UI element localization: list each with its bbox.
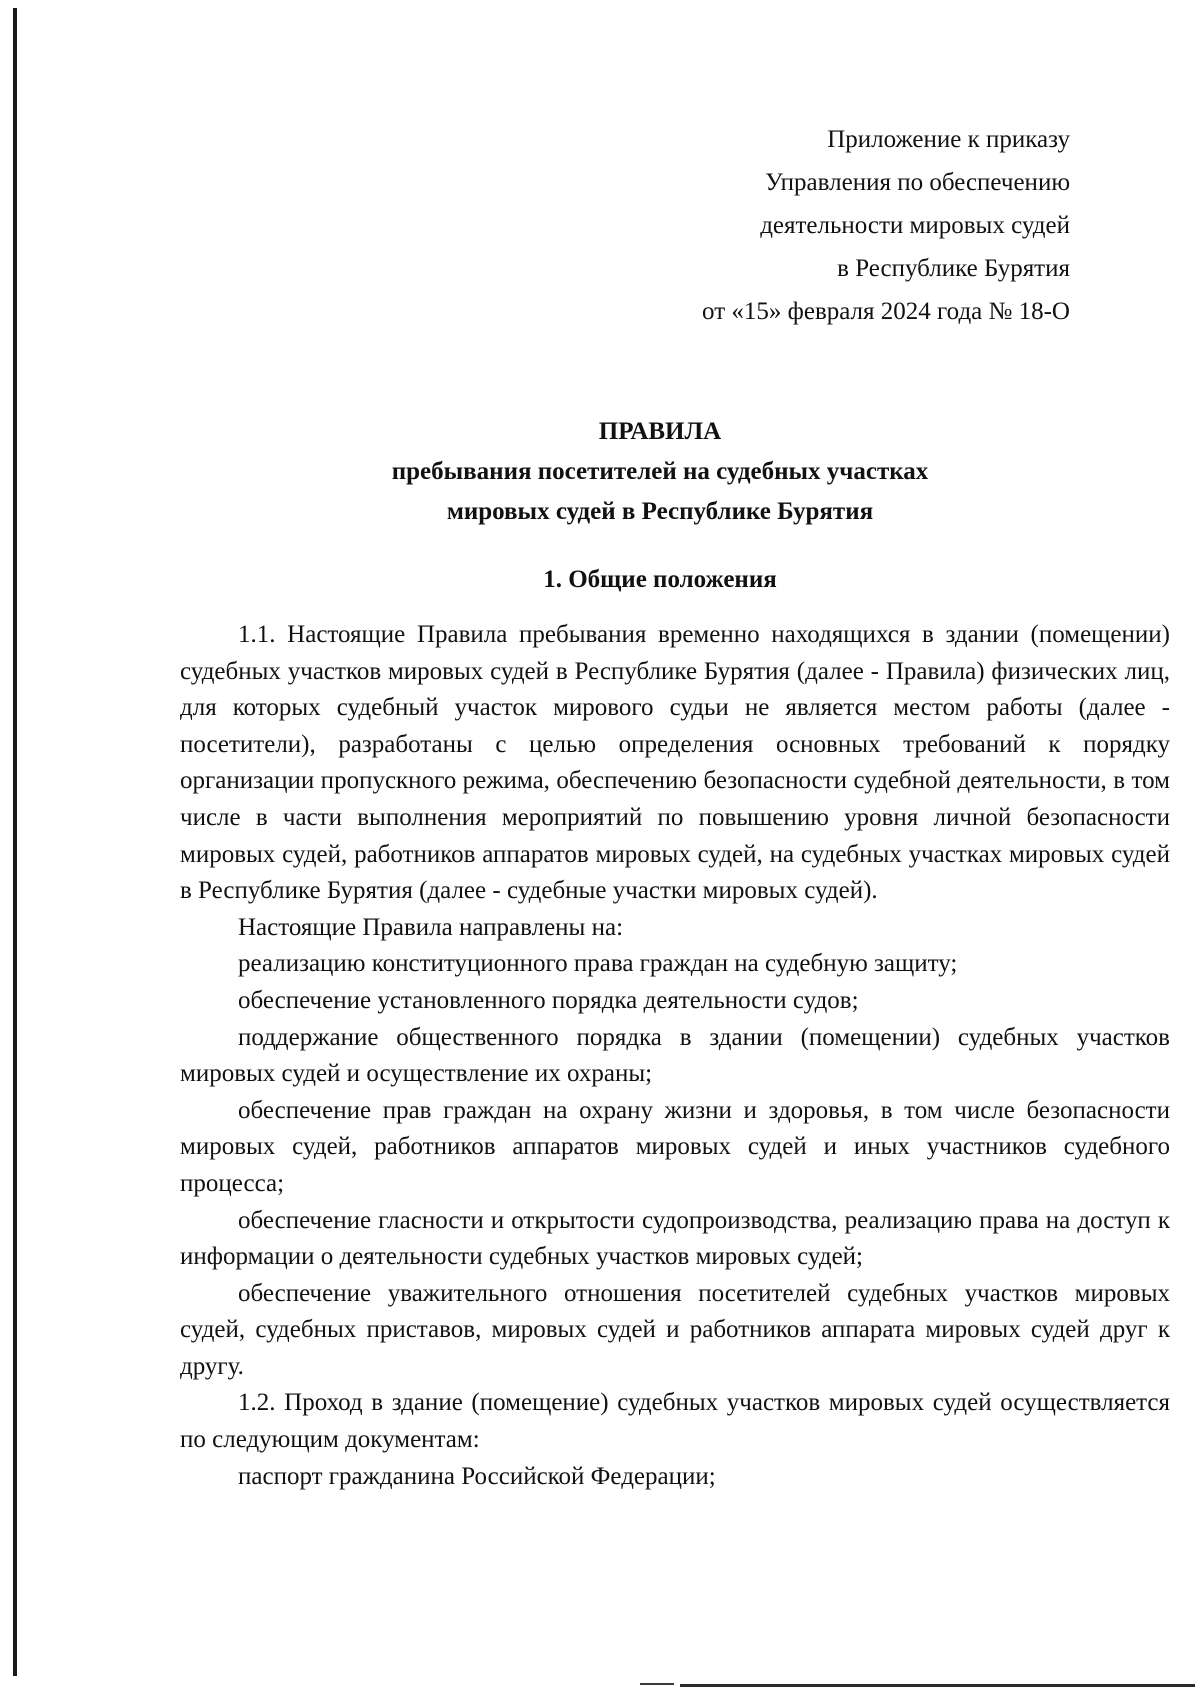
paragraph-aim: обеспечение уважительного отношения посетителей судебных участков мировых судей, судебных приставов, мировых судей и работников аппарата мировых судей друг к другу.: [180, 1279, 1170, 1380]
scan-edge-bottom-short: [640, 1683, 674, 1685]
paragraph-aim: обеспечение установленного порядка деятельности судов;: [238, 986, 859, 1014]
paragraph-aim: поддержание общественного порядка в здании (помещении) судебных участков мировых судей и осуществление их охраны;: [180, 1023, 1170, 1088]
approval-block: [702, 118, 1070, 333]
approval-line-1: Приложение к приказу: [827, 126, 1070, 153]
approval-line-5: от «15» февраля 2024 года № 18-О: [702, 298, 1070, 325]
document-title: ПРАВИЛА: [598, 418, 722, 445]
paragraph-aim: обеспечение гласности и открытости судопроизводства, реализацию права на доступ к информации о деятельности судебных участков мировых судей;: [180, 1206, 1170, 1271]
scan-edge-bottom: [680, 1684, 1195, 1687]
document-title-block: [180, 412, 1140, 532]
section-heading: 1. Общие положения: [543, 566, 777, 593]
paragraph-aim: реализацию конституционного права граждан на судебную защиту;: [238, 950, 958, 978]
paragraph-1-2: 1.2. Проход в здание (помещение) судебных участков мировых судей осуществляется по следующим документам:: [180, 1389, 1170, 1454]
paragraph-1-1: 1.1. Настоящие Правила пребывания временно находящихся в здании (помещении) судебных участков мировых судей в Республике Бурятия (далее - Правила) физических лиц, для которых судебный участок мирового судьи не является местом работы (далее - посетители), разработаны с целью определения основных требований к порядку организации пропускного режима, обеспечению безопасности судебной деятельности, в том числе в части выполнения мероприятий по повышению уровня личной безопасности мировых судей, работников аппаратов мировых судей, на судебных участках мировых судей в Республике Бурятия (далее - судебные участки мировых судей).: [180, 621, 1170, 905]
paragraph-document-item: паспорт гражданина Российской Федерации;: [238, 1462, 716, 1490]
approval-line-2: Управления по обеспечению: [765, 169, 1070, 196]
approval-line-3: деятельности мировых судей: [760, 212, 1070, 239]
document-subtitle-line-2: мировых судей в Республике Бурятия: [446, 498, 874, 525]
paragraph-aim: обеспечение прав граждан на охрану жизни и здоровья, в том числе безопасности мировых судей, работников аппаратов мировых судей и иных участников судебного процесса;: [180, 1096, 1170, 1197]
paragraph-aims-intro: Настоящие Правила направлены на:: [238, 913, 624, 941]
document-subtitle-line-1: пребывания посетителей на судебных участках: [391, 458, 929, 485]
approval-line-4: в Республике Бурятия: [837, 255, 1070, 282]
scan-edge-left: [13, 8, 17, 1676]
document-body: [180, 617, 1170, 1495]
